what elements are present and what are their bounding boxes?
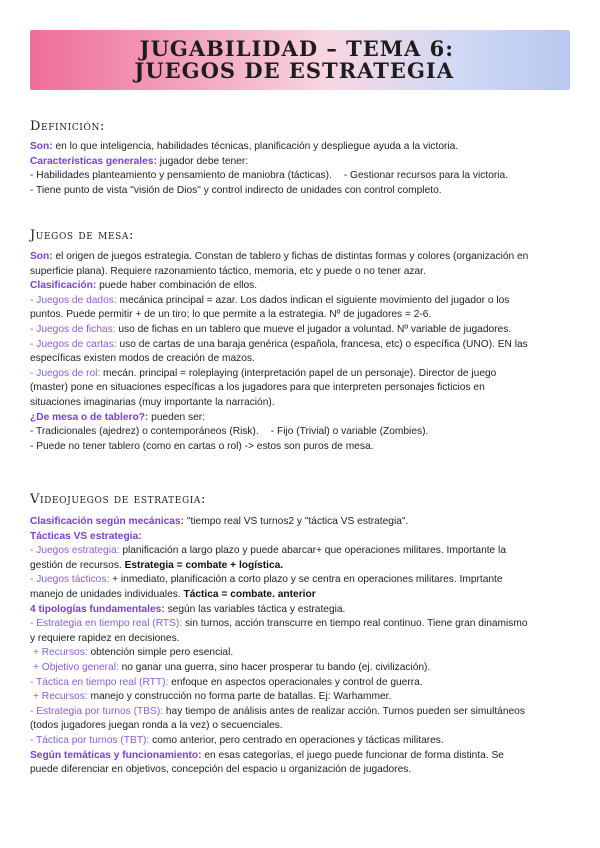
list-item: - Tiene punto de vista "visión de Dios" y control indirecto de unidades con control completo. xyxy=(30,184,442,196)
subkeyword: - Estrategia por turnos (TBS): xyxy=(30,705,164,717)
list-item: - Tradicionales (ajedrez) o contemporáneos (Risk). xyxy=(30,426,259,438)
subkeyword: - Táctica en tiempo real (RTT): xyxy=(30,676,169,688)
text: manejo de unidades individuales. xyxy=(30,588,184,600)
text-line xyxy=(30,169,565,184)
text-line xyxy=(30,734,565,749)
text: "tiempo real VS turnos2 y "táctica VS estrategia". xyxy=(184,516,409,527)
subkeyword: + Objetivo general: xyxy=(33,661,119,673)
subkeyword: - Juegos de rol: xyxy=(30,367,101,379)
text: enfoque en aspectos operacionales y control de guerra. xyxy=(168,676,423,688)
keyword: 4 tipologías fundamentales: xyxy=(30,603,165,615)
text-line xyxy=(30,676,565,691)
subkeyword: + Recursos: xyxy=(33,647,88,659)
text: obtención simple pero esencial. xyxy=(87,647,234,659)
text-line: puede diferenciar en objetivos, concepción del espacio u organización de jugadores. xyxy=(30,764,412,776)
text: hay tiempo de análisis antes de realizar acción. Turnos pueden ser simultáneos xyxy=(163,705,525,717)
text-line xyxy=(30,617,565,632)
text-line xyxy=(30,323,565,338)
text-line xyxy=(30,603,565,618)
videojuegos-section xyxy=(30,515,565,778)
section-heading-definicion: Definición: xyxy=(30,119,105,134)
text: pueden ser: xyxy=(148,411,205,423)
text: según las variables táctica y estrategia. xyxy=(164,603,346,615)
subkeyword: - Juegos estrategia: xyxy=(30,545,120,557)
text-line xyxy=(30,661,565,676)
text-line xyxy=(30,690,565,705)
text: no ganar una guerra, sino hacer prosperar tu bando (ej. civilización). xyxy=(118,661,431,673)
keyword: Son: xyxy=(30,251,53,262)
section-heading-mesa: Juegos de mesa: xyxy=(30,228,134,243)
list-item: - Habilidades planteamiento y pensamiento de maniobra (tácticas). xyxy=(30,170,332,182)
text: mecán. principal = roleplaying (interpretación papel de un personaje). Director de juego xyxy=(100,367,497,379)
text-line xyxy=(30,588,565,603)
text: uso de fichas en un tablero que mueve el jugador a voluntad. Nº variable de jugadores. xyxy=(115,323,512,335)
list-item: - Puede no tener tablero (como en cartas o rol) -> estos son puros de mesa. xyxy=(30,440,374,452)
subkeyword: - Táctica por turnos (TBT): xyxy=(30,734,150,746)
text-line xyxy=(30,411,565,426)
text-line: específicas existen modos de creación de mazos. xyxy=(30,353,255,365)
section-heading-videojuegos: Videojuegos de estrategia: xyxy=(30,492,206,507)
text-line xyxy=(30,140,565,155)
text-line xyxy=(30,338,565,353)
bold-text: Táctica = combate. anterior xyxy=(183,588,316,600)
text-line xyxy=(30,515,565,530)
keyword: Clasificación: xyxy=(30,280,97,292)
keyword: Tácticas VS estrategia: xyxy=(30,530,142,542)
text-line xyxy=(30,367,565,382)
text-line: puntos. Puede permitir + de un tiro; lo que permite a la estrategia. Nº de jugadores = 2-6. xyxy=(30,309,432,321)
list-item: - Gestionar recursos para la victoria. xyxy=(343,170,509,182)
text: + inmediato, planificación a corto plazo y se centra en operaciones militares. Imprtante xyxy=(109,574,503,586)
text-line xyxy=(30,646,565,661)
text: como anterior, pero centrado en operaciones y tácticas militares. xyxy=(149,734,444,746)
text-line xyxy=(30,749,565,764)
text: manejo y construcción no forma parte de batallas. Ej: Warhammer. xyxy=(87,691,392,703)
page-title-line1: JUGABILIDAD – TEMA 6: xyxy=(139,36,454,61)
keyword: Características generales: xyxy=(30,155,157,167)
bold-text: Estrategia = combate + logística. xyxy=(124,559,284,571)
list-item: - Fijo (Trivial) o variable (Zombies). xyxy=(270,426,429,438)
text: gestión de recursos. xyxy=(30,559,125,571)
text-line: situaciones imaginarias (muy importante la narración). xyxy=(30,396,275,408)
subkeyword: - Juegos de fichas: xyxy=(30,323,116,335)
text-line xyxy=(30,250,565,265)
text-line xyxy=(30,530,565,545)
subkeyword: - Juegos tácticos: xyxy=(30,574,110,586)
subkeyword: + Recursos: xyxy=(33,691,88,703)
text-line xyxy=(30,155,565,170)
text-line: y requiere rapidez en decisiones. xyxy=(30,632,180,644)
text: planificación a largo plazo y puede abarcar+ que operaciones militares. Importante la xyxy=(119,545,506,557)
page-title-line2: JUEGOS DE ESTRATEGIA xyxy=(134,58,454,83)
text: el origen de juegos estrategia. Constan de tablero y fichas de distintas formas y colores (organización en xyxy=(52,251,529,262)
keyword: Son: xyxy=(30,141,53,152)
text: mecánica principal = azar. Los dados indican el siguiente movimiento del jugador o los xyxy=(116,294,510,306)
subkeyword: - Juegos de cartas: xyxy=(30,338,117,350)
text-line xyxy=(30,559,565,574)
text: puede haber combinación de ellos. xyxy=(96,280,258,292)
definicion-section xyxy=(30,140,565,198)
text-line: (todos jugadores juegan ronda a la vez) o secuenciales. xyxy=(30,720,283,732)
text-line xyxy=(30,705,565,720)
text-line xyxy=(30,294,565,309)
keyword: Clasificación según mecánicas: xyxy=(30,516,185,527)
keyword: Según temáticas y funcionamiento: xyxy=(30,749,202,761)
text-line xyxy=(30,425,565,440)
text-line xyxy=(30,544,565,559)
text: en lo que inteligencia, habilidades técnicas, planificación y despliegue ayuda a la victoria. xyxy=(52,141,459,152)
mesa-section xyxy=(30,250,565,454)
text: jugador debe tener: xyxy=(156,155,249,167)
keyword: ¿De mesa o de tablero?: xyxy=(30,411,149,423)
text-line: superficie plana). Requiere razonamiento táctico, memoria, etc y puede o no tener azar. xyxy=(30,265,426,277)
subkeyword: - Juegos de dados: xyxy=(30,294,117,306)
subkeyword: - Estrategia en tiempo real (RTS): xyxy=(30,618,183,630)
text-line xyxy=(30,573,565,588)
text-line xyxy=(30,279,565,294)
text: uso de cartas de una baraja genérica (española, francesa, etc) o específica (UNO). EN las xyxy=(116,338,528,350)
text: sin turnos, acción transcurre en tiempo real continuo. Tiene gran dinamismo xyxy=(182,618,528,630)
text: en esas categorías, el juego puede funcionar de forma distinta. Se xyxy=(201,749,504,761)
text-line: (master) pone en situaciones específicas a los jugadores para que interpreten personajes ficticios en xyxy=(30,382,485,394)
